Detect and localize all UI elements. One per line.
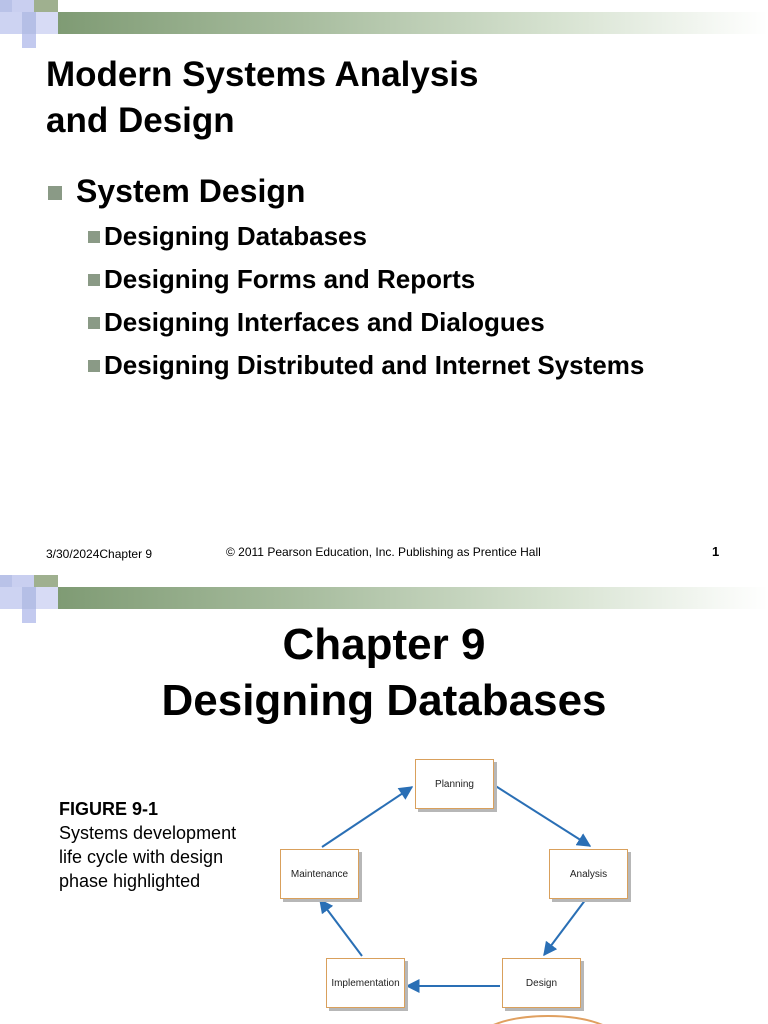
bullet-system-design: System Design <box>46 168 305 214</box>
slide-title: Modern Systems Analysis and Design <box>46 55 479 140</box>
design-highlight <box>478 1016 618 1024</box>
sub-bullet-list <box>86 218 726 390</box>
arrow-planning-analysis <box>494 785 590 846</box>
phase-design: Design <box>502 958 581 1008</box>
sub-item-databases: Designing Databases <box>86 218 726 254</box>
sub-item-forms-reports: Designing Forms and Reports <box>86 261 726 297</box>
footer-date-chapter: 3/30/2024Chapter 9 <box>46 547 153 561</box>
arrow-maintenance-planning <box>322 787 412 847</box>
main-bullet-list <box>46 168 305 214</box>
sdlc-diagram <box>0 575 768 1024</box>
phase-analysis: Analysis <box>549 849 628 899</box>
sub-item-distributed: Designing Distributed and Internet Systems <box>86 347 726 383</box>
figure-caption-text: Systems development life cycle with design phase highlighted <box>59 823 237 891</box>
chapter-title: Chapter 9 Designing Databases <box>161 620 607 725</box>
arrow-implementation-maintenance <box>320 900 362 956</box>
figure-number: FIGURE 9-1 <box>59 799 159 819</box>
phase-planning: Planning <box>415 759 494 809</box>
decorative-band <box>0 0 768 60</box>
bullet-marker <box>48 186 62 200</box>
arrow-analysis-design <box>544 899 586 955</box>
page-number: 1 <box>712 544 720 559</box>
slide-2 <box>0 575 768 1024</box>
footer-copyright: © 2011 Pearson Education, Inc. Publishing as Prentice Hall <box>226 545 541 559</box>
phase-maintenance: Maintenance <box>280 849 359 899</box>
phase-implementation: Implementation <box>326 958 405 1008</box>
sub-item-interfaces: Designing Interfaces and Dialogues <box>86 304 726 340</box>
